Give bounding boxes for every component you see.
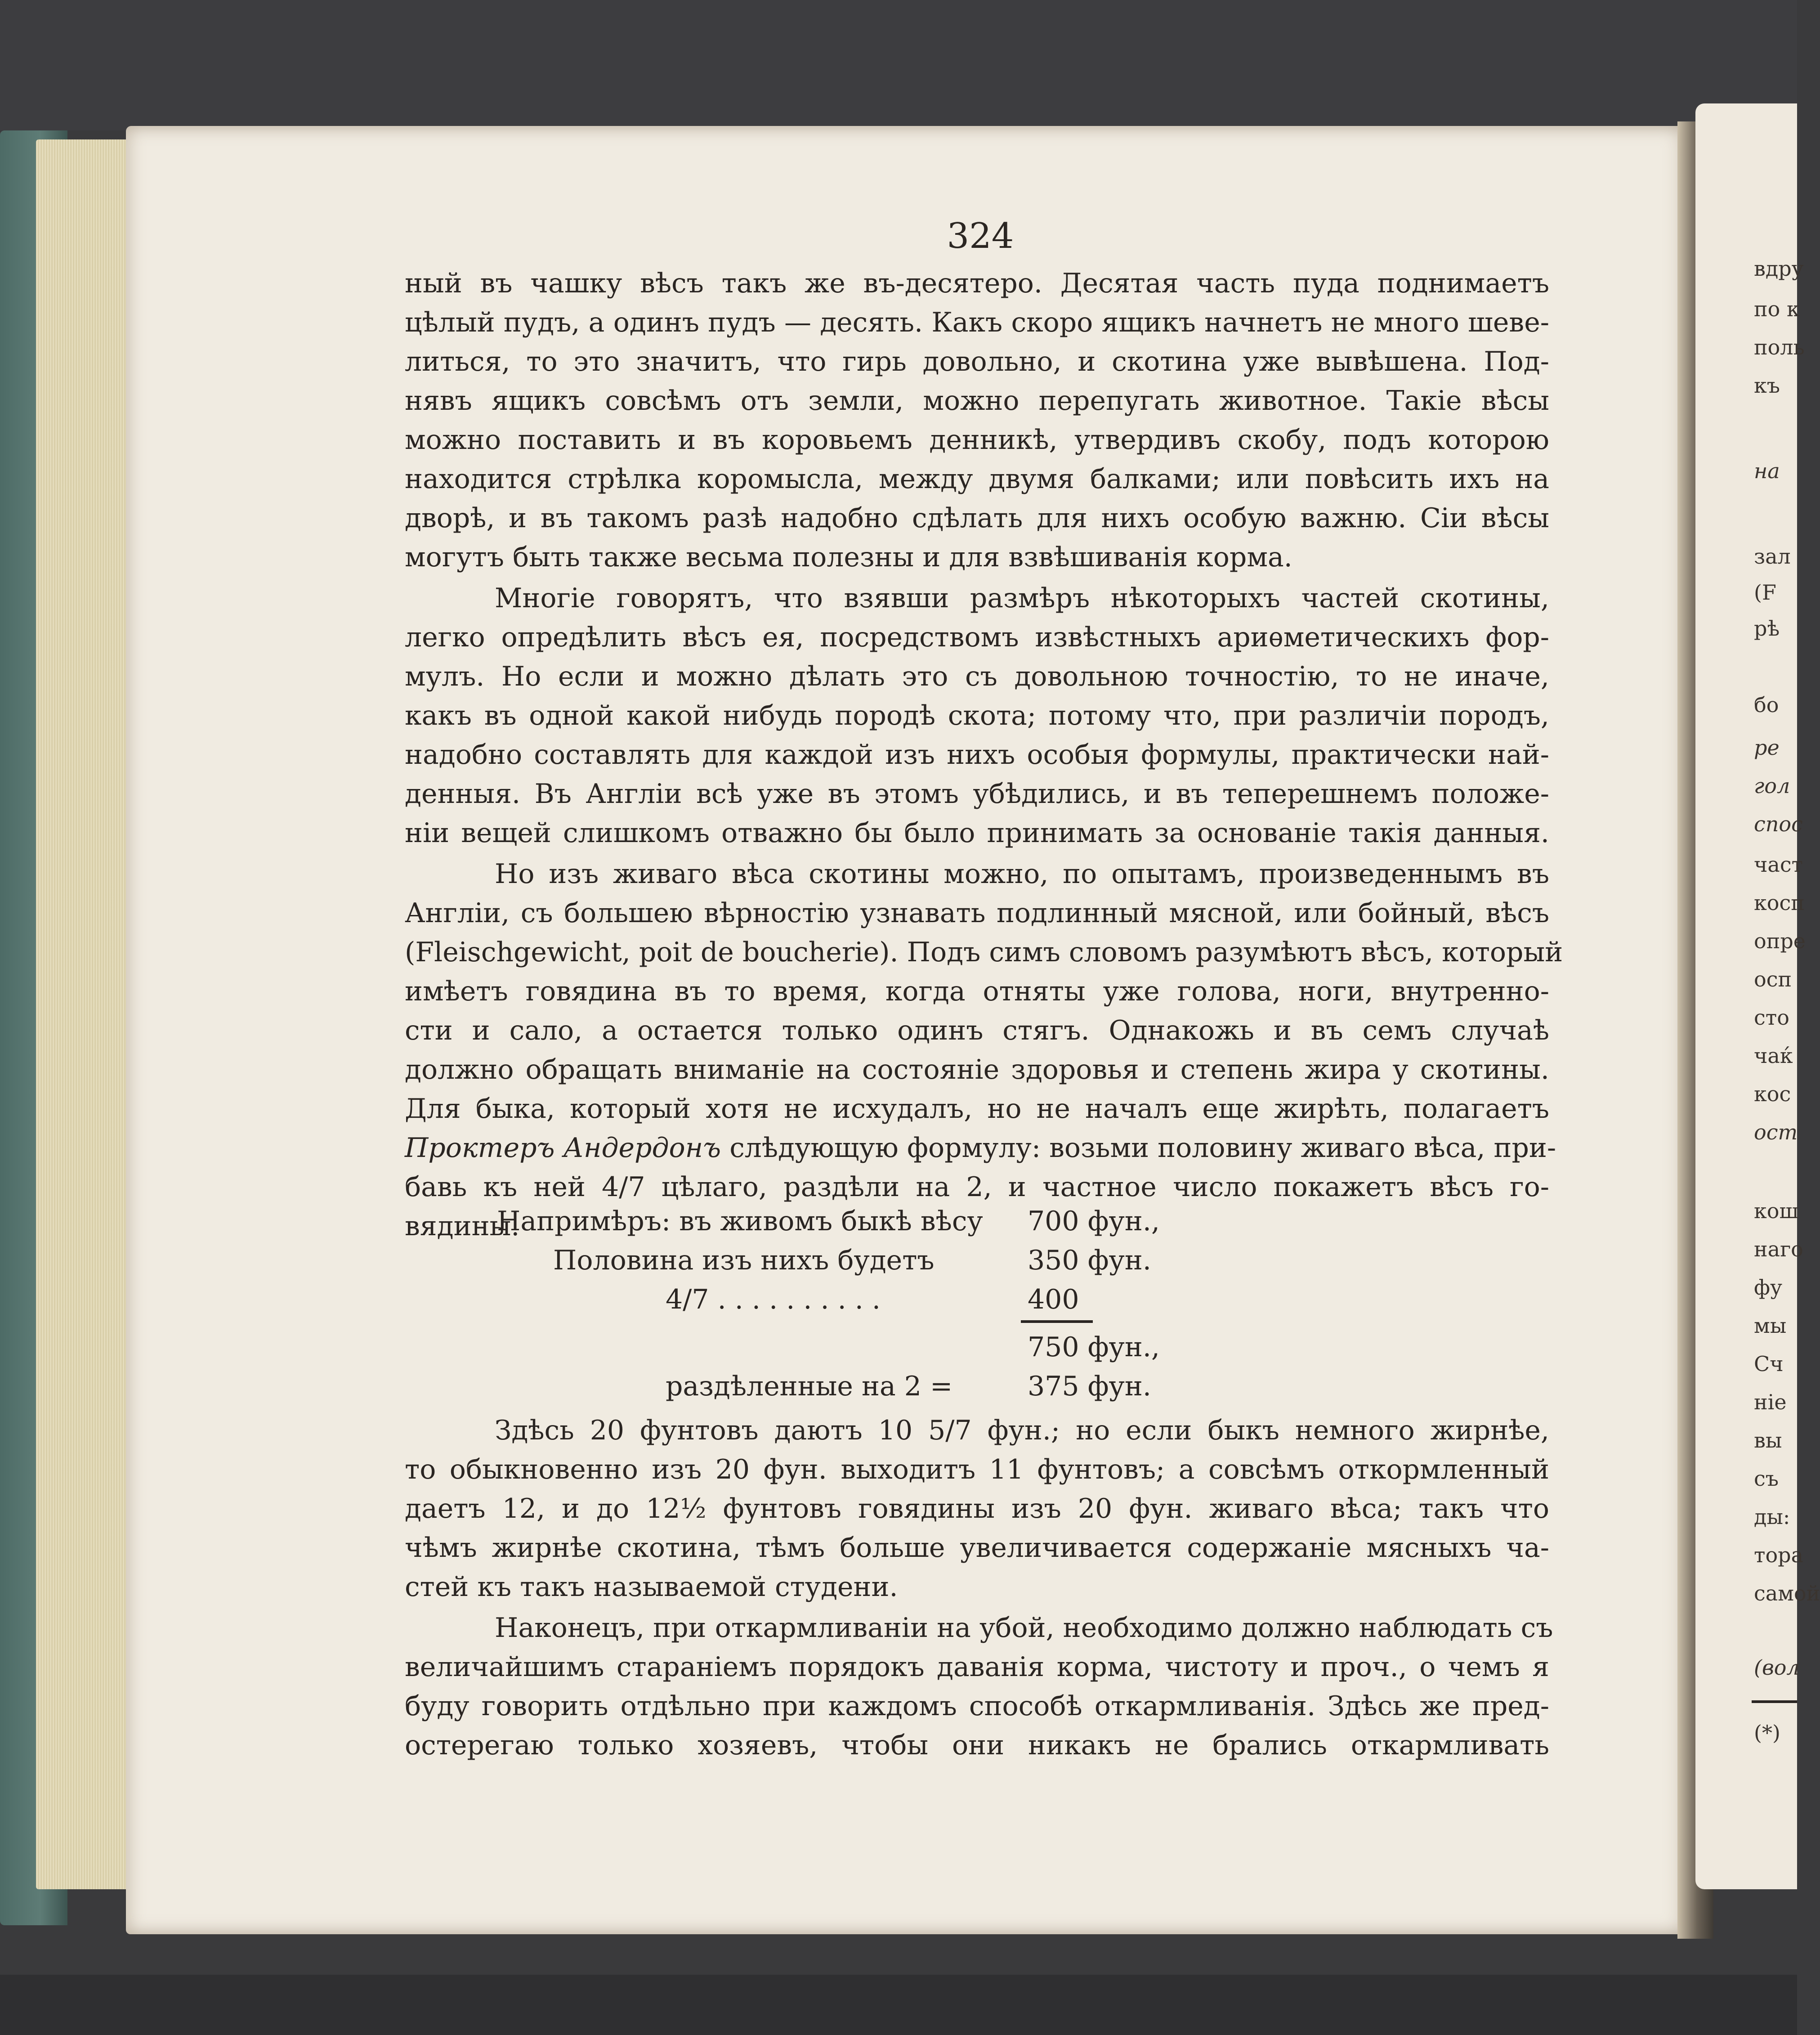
next-page-fragment: поль [1754, 335, 1805, 359]
text-line: мулъ. Но если и можно дѣлать это съ довольною точностію, то не иначе, [405, 661, 1549, 692]
example-row-3-value: 400 [1028, 1284, 1079, 1315]
text-line: ный въ чашку вѣсъ такъ же въ-десятеро. Десятая часть пуда поднимаетъ [405, 268, 1549, 299]
text-line: дворѣ, и въ такомъ разѣ надобно сдѣлать для нихъ особую важню. Сіи вѣсы [405, 502, 1549, 534]
next-page-fragment: кош [1754, 1199, 1799, 1223]
text-line: буду говорить отдѣльно при каждомъ способѣ откармливанія. Здѣсь же пред- [405, 1690, 1549, 1722]
page-number: 324 [947, 216, 1014, 256]
next-page-fragment: ре [1754, 735, 1780, 760]
next-page-fragment: вы [1754, 1428, 1782, 1452]
example-row-4-value: 750 фун., [1028, 1331, 1160, 1363]
text-line: можно поставить и въ коровьемъ денникѣ, утвердивъ скобу, подъ которою [405, 424, 1549, 456]
text-line: даетъ 12, и до 12½ фунтовъ говядины изъ 20 фун. живаго вѣса; такъ что [405, 1493, 1549, 1524]
next-page-fragment: ды: [1754, 1505, 1790, 1529]
text-line: Многіе говорятъ, что взявши размѣръ нѣкоторыхъ частей скотины, [495, 583, 1549, 614]
example-row-3-label: 4/7 . . . . . . . . . . [666, 1284, 881, 1315]
text-line: могутъ быть также весьма полезны и для взвѣшиванія корма. [405, 542, 1292, 573]
background-top [0, 0, 1797, 130]
next-page-fragment: самой [1754, 1581, 1820, 1605]
next-page-fragment: съ [1754, 1466, 1779, 1491]
text-line: Наконецъ, при откармливаніи на убой, необходимо должно наблюдать съ [495, 1612, 1553, 1644]
next-page-fragment: на [1754, 459, 1780, 483]
next-page-fragment: част [1754, 852, 1803, 877]
next-page-fragment: спос [1754, 812, 1803, 836]
example-row-2-value: 350 фун. [1028, 1245, 1151, 1276]
example-row-5-label: раздѣленные на 2 = [666, 1371, 953, 1402]
next-page-fragment: вдру [1754, 256, 1804, 281]
text-line: остерегаю только хозяевъ, чтобы они никакъ не брались откармливать [405, 1730, 1549, 1761]
text-line: Англіи, съ большею вѣрностію узнавать подлинный мясной, или бойный, вѣсъ [405, 897, 1549, 929]
next-page-fragment: осп [1754, 967, 1792, 991]
next-page-fragment: опре [1754, 929, 1806, 953]
text-line: Но изъ живаго вѣса скотины можно, по опытамъ, произведеннымъ въ [495, 858, 1549, 890]
author-line-rest: слѣдующую формулу: возьми половину живаго вѣса, при- [729, 1132, 1556, 1164]
text-line: бавь къ ней 4/7 цѣлаго, раздѣли на 2, и частное число покажетъ вѣсъ го- [405, 1171, 1549, 1203]
example-row-1-value: 700 фун., [1028, 1206, 1160, 1237]
text-line: нявъ ящикъ совсѣмъ отъ земли, можно перепугать животное. Такіе вѣсы [405, 385, 1549, 417]
next-page-fragment: наго [1754, 1237, 1803, 1261]
next-page-fragment: по к [1754, 297, 1800, 321]
text-line: (Fleischgewicht, poit de boucherie). Подъ симъ словомъ разумѣютъ вѣсъ, который [405, 937, 1563, 968]
text-line: ніи вещей слишкомъ отважно бы было принимать за основаніе такія данныя. [405, 817, 1549, 849]
next-page-strip [1695, 103, 1797, 1889]
next-page-fragment: ніе [1754, 1390, 1787, 1414]
example-row-1-label: Напримѣръ: въ живомъ быкѣ вѣсу [497, 1206, 983, 1237]
text-line: надобно составлять для каждой изъ нихъ особыя формулы, практически най- [405, 739, 1549, 771]
next-page-fragment: кос [1754, 1082, 1791, 1106]
text-line: литься, то это значитъ, что гирь довольно, и скотина уже вывѣшена. Под- [405, 346, 1549, 377]
text-line: имѣетъ говядина въ то время, когда отняты уже голова, ноги, внутренно- [405, 976, 1549, 1007]
text-line: сти и сало, а остается только одинъ стягъ. Однакожь и въ семъ случаѣ [405, 1015, 1549, 1046]
sum-rule [1021, 1320, 1093, 1323]
next-page-fragment: бо [1754, 693, 1779, 717]
next-page-fragment: тора [1754, 1543, 1804, 1567]
text-line: вядины. [405, 1210, 520, 1242]
text-line: легко опредѣлить вѣсъ ея, посредствомъ извѣстныхъ ариѳметическихъ фор- [405, 622, 1549, 653]
example-row-5-value: 375 фун. [1028, 1371, 1151, 1402]
next-page-fragment: зал [1754, 544, 1791, 569]
next-page-fragment: ост [1754, 1120, 1798, 1144]
text-line: цѣлый пудъ, а одинъ пудъ — десять. Какъ скоро ящикъ начнетъ не много шеве- [405, 307, 1549, 338]
text-line: Для быка, который хотя не исхудалъ, но не началъ еще жирѣть, полагаетъ [405, 1093, 1549, 1125]
next-page-fragment: сто [1754, 1005, 1789, 1030]
text-line: Здѣсь 20 фунтовъ даютъ 10 5/7 фун.; но если быкъ немного жирнѣе, [495, 1415, 1549, 1446]
background-bottom [0, 1975, 1797, 2035]
text-line: какъ въ одной какой нибудь породѣ скота; потому что, при различіи породъ, [405, 700, 1549, 731]
next-page-fragment: рѣ [1754, 616, 1780, 641]
text-line: величайшимъ стараніемъ порядокъ даванія корма, чистоту и проч., о чемъ я [405, 1651, 1549, 1683]
example-row-2-label: Половина изъ нихъ будетъ [553, 1245, 935, 1276]
next-page-fragment: (*) [1754, 1721, 1780, 1745]
next-page-fragment: (вол [1754, 1655, 1800, 1680]
author-name: Проктеръ Андердонъ [405, 1132, 721, 1164]
text-line: стей къ такъ называемой студени. [405, 1571, 898, 1603]
next-page-fragment: чаќ [1754, 1044, 1793, 1068]
next-page-fragment: (F [1754, 580, 1776, 605]
text-line: денныя. Въ Англіи всѣ уже въ этомъ убѣдились, и въ теперешнемъ положе- [405, 778, 1549, 810]
text-line: то обыкновенно изъ 20 фун. выходитъ 11 фунтовъ; а совсѣмъ откормленный [405, 1454, 1549, 1485]
text-line-author [405, 1128, 1556, 1168]
next-page-fragment: фу [1754, 1275, 1783, 1300]
text-line: чѣмъ жирнѣе скотина, тѣмъ больше увеличивается содержаніе мясныхъ ча- [405, 1532, 1549, 1564]
footnote-rule [1752, 1700, 1797, 1703]
text-line: находится стрѣлка коромысла, между двумя балками; или повѣсить ихъ на [405, 463, 1549, 495]
next-page-fragment: Сч [1754, 1352, 1784, 1376]
next-page-fragment: мы [1754, 1313, 1787, 1338]
next-page-fragment: косп [1754, 891, 1805, 915]
text-line: должно обращать вниманіе на состояніе здоровья и степень жира у скотины. [405, 1054, 1549, 1085]
next-page-fragment: гол [1754, 774, 1790, 798]
next-page-fragment: къ [1754, 373, 1780, 398]
